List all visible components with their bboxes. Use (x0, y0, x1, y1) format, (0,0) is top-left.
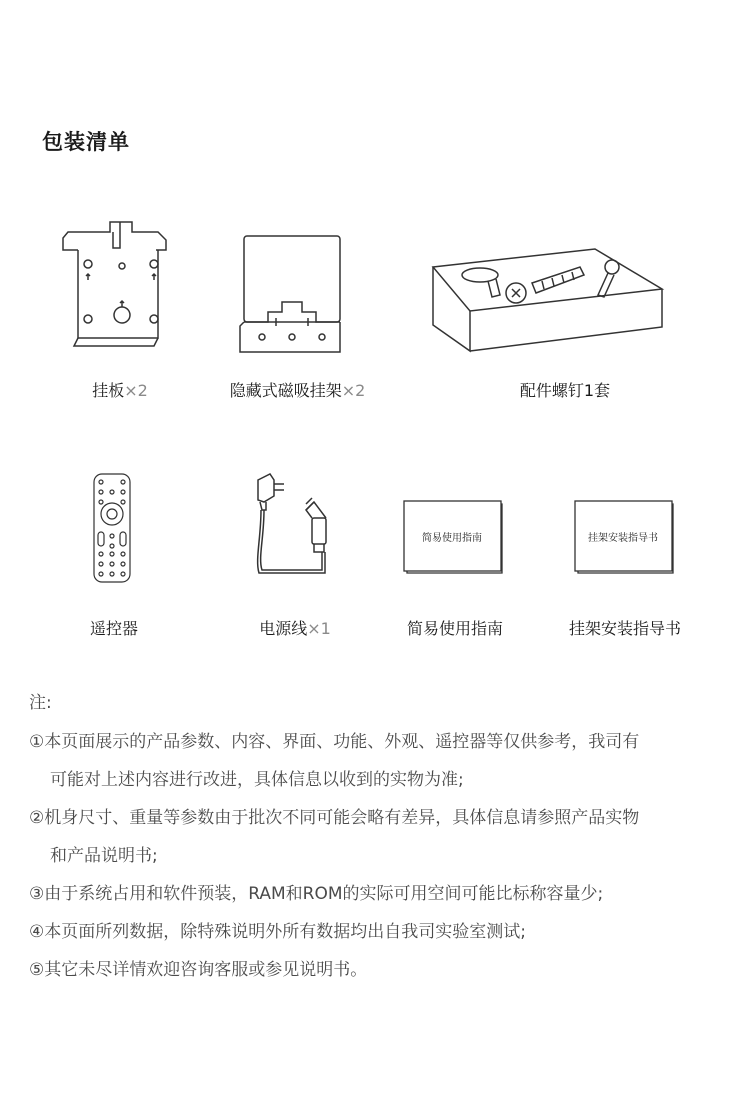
item-caption-magnetic-bracket: 隐藏式磁吸挂架×2 (229, 381, 366, 400)
item-caption-screw-kit: 配件螺钉1套 (519, 381, 611, 400)
quick-guide-image (403, 500, 503, 574)
notes-section (29, 688, 739, 989)
magnetic-bracket-image (238, 230, 348, 355)
note-line: 可能对上述内容进行改进，具体信息以收到的实物为准; (50, 770, 464, 790)
power-cable-image (248, 468, 330, 576)
remote-control-image (92, 472, 132, 584)
item-caption-power-cable: 电源线×1 (259, 619, 331, 638)
item-caption-quick-guide: 简易使用指南 (406, 619, 503, 638)
note-line: ①本页面展示的产品参数、内容、界面、功能、外观、遥控器等仅供参考，我司有 (29, 732, 640, 752)
notes-heading: 注: (29, 693, 52, 713)
item-caption-wall-plate: 挂板×2 (92, 381, 148, 400)
note-line: 和产品说明书; (50, 846, 158, 866)
note-line: ④本页面所列数据，除特殊说明外所有数据均出自我司实验室测试; (29, 922, 526, 942)
install-guide-image (574, 500, 674, 574)
note-line: ③由于系统占用和软件预装，RAM和ROM的实际可用空间可能比标称容量少; (29, 884, 604, 904)
note-line: ②机身尺寸、重量等参数由于批次不同可能会略有差异，具体信息请参照产品实物 (29, 808, 640, 828)
install-guide-cover-text: 挂架安装指导书 (588, 533, 658, 544)
item-caption-install-guide: 挂架安装指导书 (568, 619, 681, 638)
wall-plate-image (58, 218, 173, 353)
screw-kit-image (430, 245, 665, 355)
item-caption-remote: 遥控器 (89, 619, 138, 638)
page-title: 包装清单 (42, 130, 130, 154)
quick-guide-cover-text: 简易使用指南 (422, 533, 482, 544)
note-line: ⑤其它未尽详情欢迎咨询客服或参见说明书。 (29, 960, 368, 980)
